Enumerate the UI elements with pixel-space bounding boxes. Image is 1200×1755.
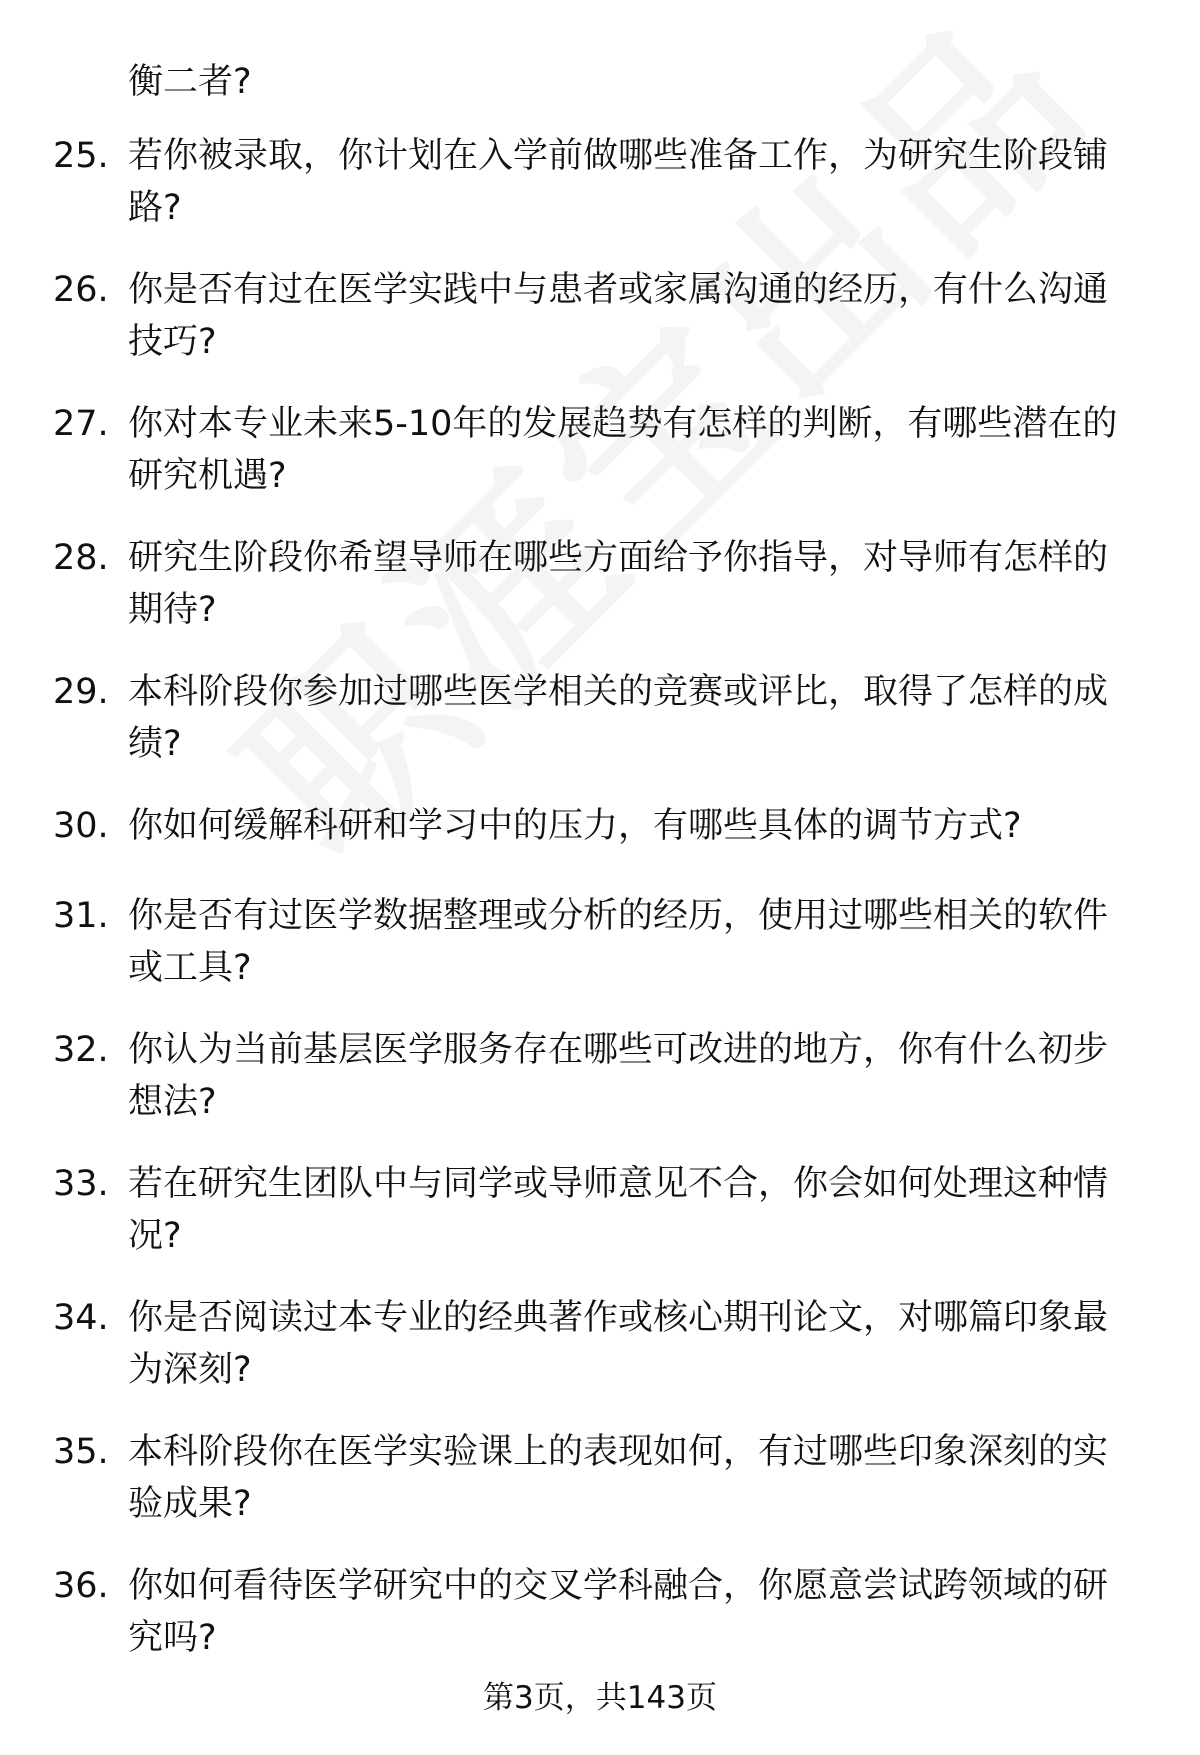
question-line: 究吗? xyxy=(128,1618,217,1658)
question-text xyxy=(128,532,1148,636)
question-line: 或工具? xyxy=(128,948,252,988)
question-text xyxy=(128,1560,1148,1664)
question-line: 技巧? xyxy=(128,322,217,362)
question-line: 本科阶段你参加过哪些医学相关的竞赛或评比，取得了怎样的成 xyxy=(128,672,1109,712)
question-number: 31. xyxy=(53,896,109,936)
question-line: 绩? xyxy=(128,724,182,764)
question-line: 你对本专业未来5-10年的发展趋势有怎样的判断，有哪些潜在的 xyxy=(128,404,1118,444)
question-line: 你认为当前基层医学服务存在哪些可改进的地方，你有什么初步 xyxy=(128,1030,1109,1070)
page-footer: 第3页，共143页 xyxy=(483,1680,717,1716)
question-text xyxy=(128,130,1148,234)
question-text xyxy=(128,56,1148,108)
question-text xyxy=(128,800,1148,852)
question-number: 34. xyxy=(53,1298,109,1338)
question-line: 路? xyxy=(128,188,182,228)
question-line: 验成果? xyxy=(128,1484,252,1524)
question-line: 期待? xyxy=(128,590,217,630)
question-line: 况? xyxy=(128,1216,182,1256)
question-number: 25. xyxy=(53,136,109,176)
question-number: 32. xyxy=(53,1030,109,1070)
question-number: 29. xyxy=(53,672,109,712)
question-number: 36. xyxy=(53,1566,109,1606)
question-line: 研究生阶段你希望导师在哪些方面给予你指导，对导师有怎样的 xyxy=(128,538,1109,578)
question-text xyxy=(128,890,1148,994)
question-line: 你是否阅读过本专业的经典著作或核心期刊论文，对哪篇印象最 xyxy=(128,1298,1109,1338)
question-text xyxy=(128,1426,1148,1530)
question-number: 30. xyxy=(53,806,109,846)
question-number: 27. xyxy=(53,404,109,444)
question-text xyxy=(128,666,1148,770)
question-number: 33. xyxy=(53,1164,109,1204)
question-text xyxy=(128,398,1148,502)
question-line: 你如何缓解科研和学习中的压力，有哪些具体的调节方式? xyxy=(128,806,1022,846)
question-number: 28. xyxy=(53,538,109,578)
question-number: 26. xyxy=(53,270,109,310)
question-line: 想法? xyxy=(128,1082,217,1122)
question-line: 你是否有过在医学实践中与患者或家属沟通的经历，有什么沟通 xyxy=(128,270,1109,310)
question-line: 为深刻? xyxy=(128,1350,252,1390)
question-number: 35. xyxy=(53,1432,109,1472)
question-line: 衡二者? xyxy=(128,62,252,102)
question-text xyxy=(128,1024,1148,1128)
question-line: 若你被录取，你计划在入学前做哪些准备工作，为研究生阶段铺 xyxy=(128,136,1109,176)
question-line: 你如何看待医学研究中的交叉学科融合，你愿意尝试跨领域的研 xyxy=(128,1566,1109,1606)
question-text xyxy=(128,1158,1148,1262)
question-line: 你是否有过医学数据整理或分析的经历，使用过哪些相关的软件 xyxy=(128,896,1109,936)
question-line: 研究机遇? xyxy=(128,456,287,496)
question-line: 若在研究生团队中与同学或导师意见不合，你会如何处理这种情 xyxy=(128,1164,1109,1204)
question-line: 本科阶段你在医学实验课上的表现如何，有过哪些印象深刻的实 xyxy=(128,1432,1109,1472)
question-text xyxy=(128,1292,1148,1396)
question-text xyxy=(128,264,1148,368)
